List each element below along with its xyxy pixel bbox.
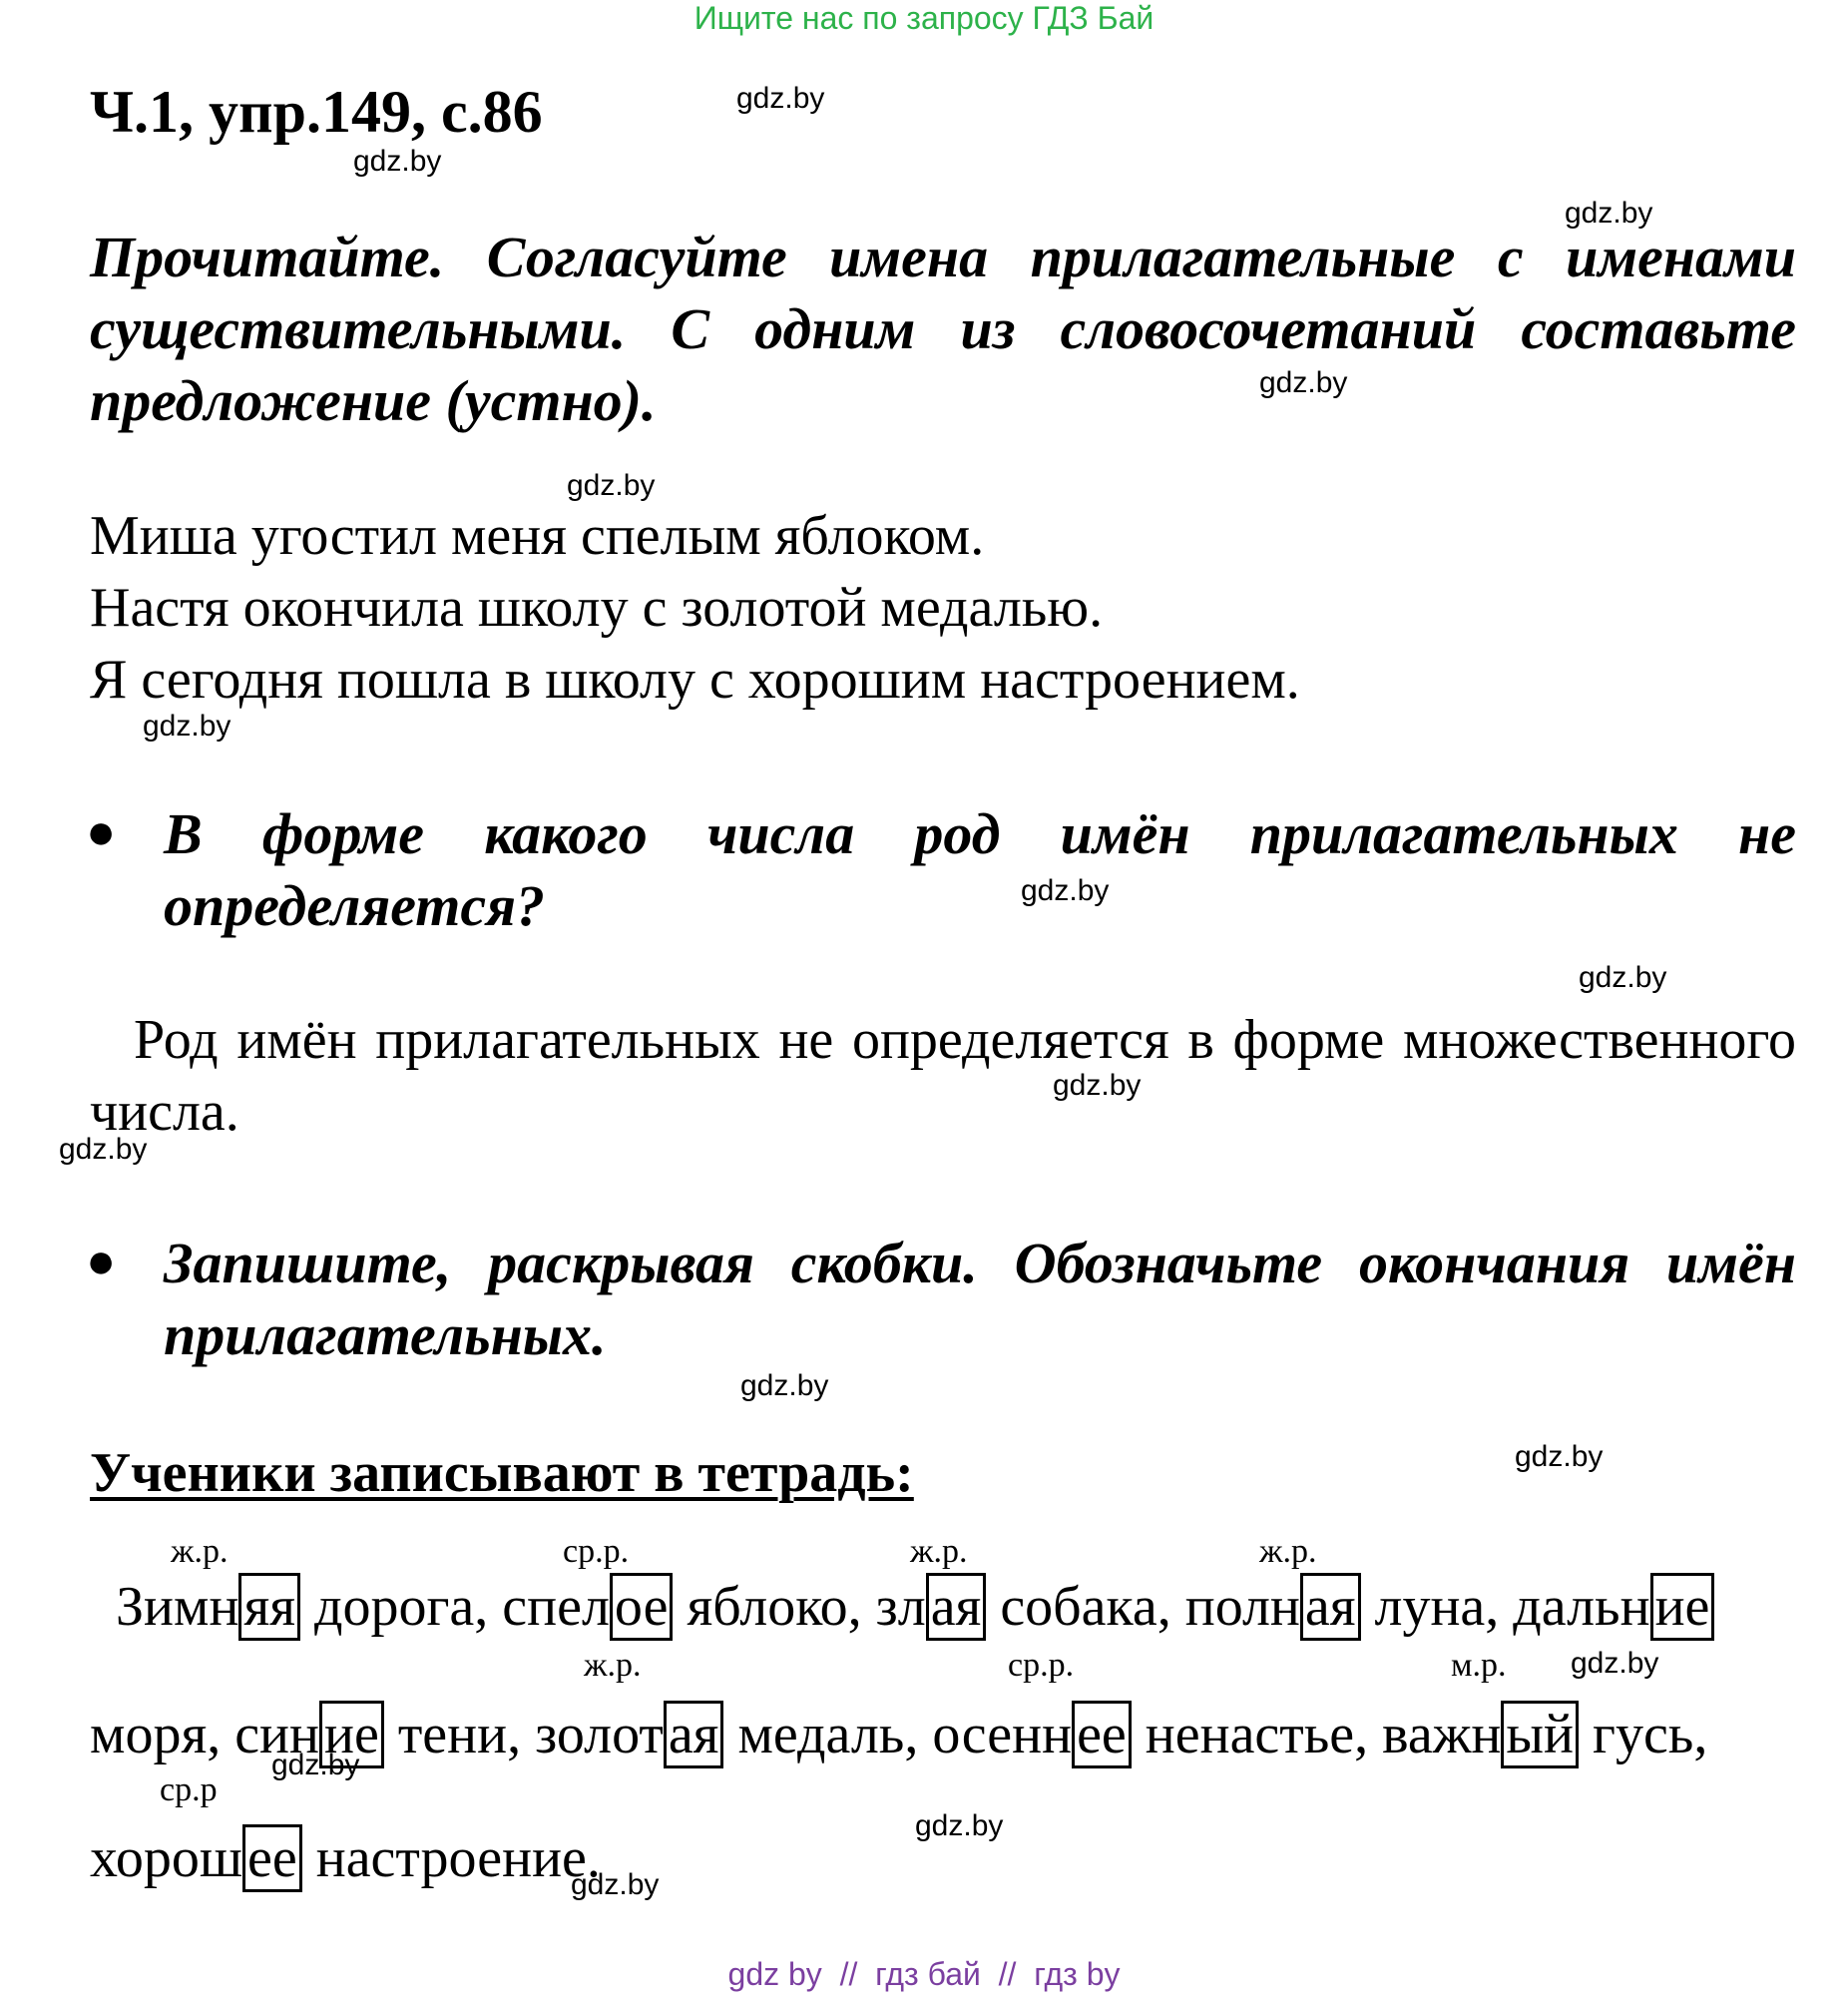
page-title: Ч.1, упр.149, с.86 <box>90 79 543 145</box>
watermark: gdz.by <box>353 145 442 178</box>
word-stem: собака, полн <box>986 1576 1300 1638</box>
footer-link[interactable]: гдз бай <box>875 1956 981 1992</box>
ending-box: яя <box>238 1573 300 1641</box>
answer-paragraph: Род имён прилагательных не определяется в форме множественного числа. <box>90 1009 1796 1143</box>
footer-separator: // <box>839 1956 858 1992</box>
gender-gloss: м.р. <box>1451 1647 1507 1684</box>
gender-gloss: ж.р. <box>910 1533 968 1570</box>
top-banner-text: Ищите нас по запросу ГДЗ Бай <box>693 0 1155 36</box>
ending-box: ый <box>1501 1701 1579 1768</box>
ending-box: ее <box>1072 1701 1132 1768</box>
watermark: gdz.by <box>1515 1440 1604 1473</box>
gender-gloss: ср.р <box>160 1771 218 1808</box>
question-text: В форме какого числа род имён прилагательных не определяется? <box>164 801 1796 938</box>
exercise-line <box>90 1826 601 1890</box>
gender-gloss: ж.р. <box>584 1647 642 1684</box>
watermark: gdz.by <box>1571 1647 1659 1680</box>
ending-box: ие <box>1650 1573 1715 1641</box>
top-banner <box>0 0 1848 37</box>
footer-separator: // <box>998 1956 1017 1992</box>
ending-box: ая <box>664 1701 724 1768</box>
task-instruction <box>164 1228 1796 1371</box>
gender-gloss: ср.р. <box>1008 1647 1075 1684</box>
word-stem: моря, син <box>90 1704 319 1765</box>
word-stem: медаль, осенн <box>723 1704 1073 1765</box>
ending-box: ая <box>1300 1573 1361 1641</box>
watermark: gdz.by <box>1565 197 1653 230</box>
watermark: gdz.by <box>1053 1069 1142 1102</box>
watermark: gdz.by <box>1579 961 1667 994</box>
footer-links <box>0 1956 1848 1993</box>
watermark: gdz.by <box>271 1749 360 1781</box>
task-text: Запишите, раскрывая скобки. Обозначьте окончания имён прилагательных. <box>164 1231 1796 1367</box>
word-stem: хорош <box>90 1827 242 1889</box>
watermark: gdz.by <box>143 710 231 743</box>
gender-gloss: ж.р. <box>171 1533 229 1570</box>
word-stem: Зимн <box>116 1576 239 1638</box>
watermark: gdz.by <box>915 1809 1004 1842</box>
question <box>164 798 1796 942</box>
footer-link[interactable]: gdz by <box>727 1956 822 1992</box>
ending-box: ая <box>926 1573 987 1641</box>
exercise-line <box>116 1575 1714 1639</box>
ending-box: ое <box>610 1573 674 1641</box>
watermark: gdz.by <box>1021 874 1110 907</box>
watermark: gdz.by <box>1259 366 1348 399</box>
watermark: gdz.by <box>567 469 656 502</box>
ending-box: ее <box>242 1824 302 1892</box>
gender-gloss: ср.р. <box>563 1533 630 1570</box>
section-heading: Ученики записывают в тетрадь: <box>90 1442 914 1504</box>
word-stem: гусь, <box>1578 1704 1708 1765</box>
word-stem: настроение. <box>301 1827 601 1889</box>
word-stem: луна, дальн <box>1360 1576 1650 1638</box>
bullet-icon: ● <box>86 1233 117 1288</box>
word-stem: тени, золот <box>383 1704 664 1765</box>
footer-link[interactable]: гдз by <box>1034 1956 1121 1992</box>
watermark: gdz.by <box>740 1369 829 1402</box>
ending-box: ие <box>319 1701 384 1768</box>
watermark: gdz.by <box>736 82 825 115</box>
answer-sentence: Настя окончила школу с золотой медалью. <box>90 577 1104 639</box>
watermark: gdz.by <box>571 1868 660 1901</box>
task-instruction: Прочитайте. Согласуйте имена прилагательные с именами существительными. С одним из словосочетаний составьте предложение (устно). <box>90 225 1796 433</box>
watermark: gdz.by <box>59 1133 148 1166</box>
word-stem: ненастье, важн <box>1131 1704 1502 1765</box>
word-stem: дорога, спел <box>299 1576 610 1638</box>
answer-sentence: Я сегодня пошла в школу с хорошим настроением. <box>90 649 1300 711</box>
word-stem: яблоко, зл <box>673 1576 926 1638</box>
gender-gloss: ж.р. <box>1259 1533 1317 1570</box>
answer-sentence: Миша угостил меня спелым яблоком. <box>90 505 985 567</box>
exercise-line <box>90 1703 1707 1766</box>
bullet-icon: ● <box>86 803 117 859</box>
